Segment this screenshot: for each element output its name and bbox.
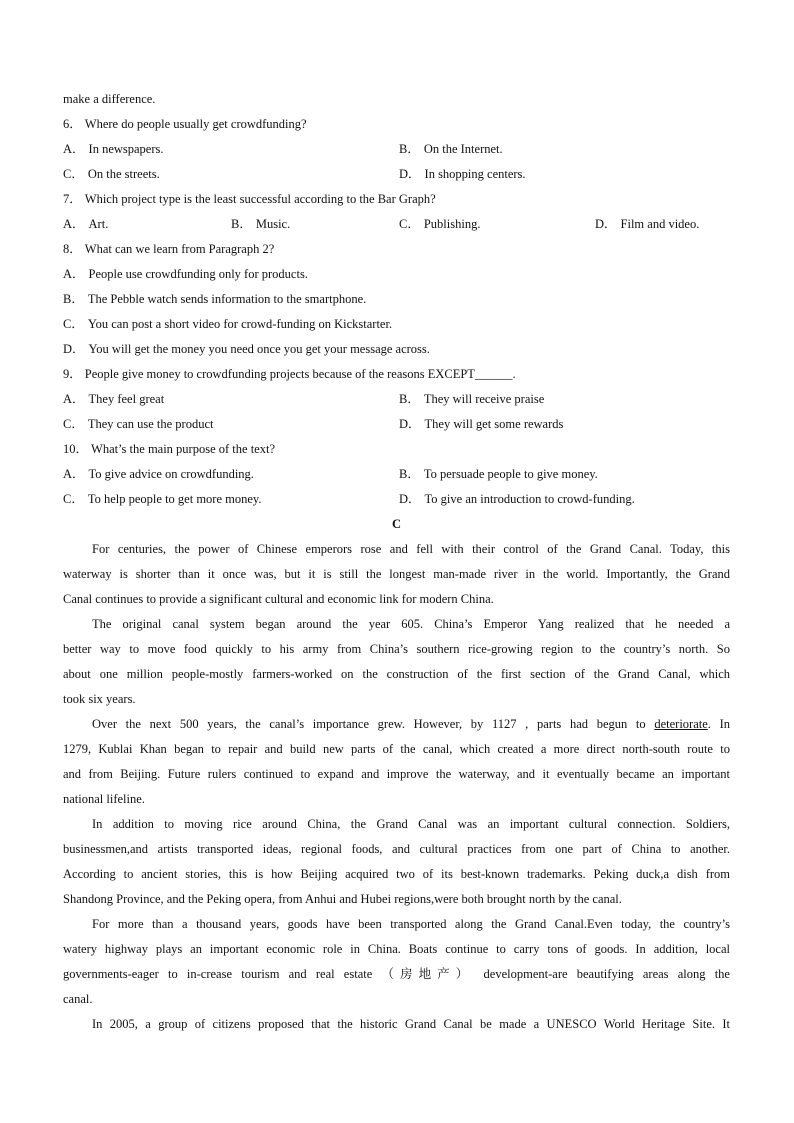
- q9-option-a[interactable]: A． They feel great: [63, 392, 165, 406]
- paragraph-line: and from Beijing. Future rulers continued to expand and improve the waterway, and it eventually became an important: [63, 767, 730, 781]
- question-9-options-row-2: [63, 412, 730, 437]
- q8-option-b[interactable]: B． The Pebble watch sends information to the smartphone.: [63, 292, 367, 306]
- paragraph-line: Canal continues to provide a significant cultural and economic link for modern China.: [63, 592, 494, 606]
- question-7-options-row: [63, 212, 730, 237]
- paragraph: [63, 612, 730, 712]
- q7-option-c[interactable]: C． Publishing.: [399, 217, 481, 231]
- q10-option-b[interactable]: B． To persuade people to give money.: [399, 467, 598, 481]
- paragraph-line: In 2005, a group of citizens proposed that the historic Grand Canal be made a UNESCO World Heritage Site. It: [92, 1017, 730, 1031]
- question-10-options-row-1: [63, 462, 730, 487]
- paragraph: [63, 1012, 730, 1037]
- question-10-stem: 10． What’s the main purpose of the text?: [63, 442, 275, 456]
- paragraph-line: better way to move food quickly to his army from China’s southern rice-growing region to the country’s north. So: [63, 642, 730, 656]
- paragraph-line: national lifeline.: [63, 792, 145, 806]
- paragraph-line: For centuries, the power of Chinese emperors rose and fell with their control of the Grand Canal. Today, this: [92, 542, 730, 556]
- question-6-options-row-1: [63, 137, 730, 162]
- line-text: Over the next 500 years, the canal’s importance grew. However, by 1127 , parts had begun to: [92, 717, 655, 731]
- paragraph-line: about one million people-mostly farmers-worked on the construction of the first section of the Grand Canal, which: [63, 667, 730, 681]
- paragraph-line: canal.: [63, 992, 93, 1006]
- q10-option-c[interactable]: C． To help people to get more money.: [63, 492, 262, 506]
- question-6-stem: 6． Where do people usually get crowdfunding?: [63, 117, 307, 131]
- paragraph-line: took six years.: [63, 692, 136, 706]
- q9-option-c[interactable]: C． They can use the product: [63, 417, 214, 431]
- q7-option-d[interactable]: D． Film and video.: [595, 217, 700, 231]
- question-6-options-row-2: [63, 162, 730, 187]
- q9-option-d[interactable]: D． They will get some rewards: [399, 417, 564, 431]
- paragraph-line: businessmen,and artists transported ideas, regional foods, and cultural practices from one part of China to another.: [63, 842, 730, 856]
- q7-option-b[interactable]: B． Music.: [231, 217, 291, 231]
- q6-option-c[interactable]: C． On the streets.: [63, 167, 160, 181]
- paragraph-line: The original canal system began around the year 605. China’s Emperor Yang realized that he needed a: [92, 617, 730, 631]
- question-9-stem: 9． People give money to crowdfunding projects because of the reasons EXCEPT______.: [63, 367, 516, 381]
- question-9-options-row-1: [63, 387, 730, 412]
- q10-option-d[interactable]: D． To give an introduction to crowd-funding.: [399, 492, 635, 506]
- page-content: [63, 87, 730, 1037]
- q7-option-a[interactable]: A． Art.: [63, 217, 109, 231]
- paragraph-line: 1279, Kublai Khan began to repair and build new parts of the canal, which created a more direct north-south route to: [63, 742, 730, 756]
- question-8-stem: 8． What can we learn from Paragraph 2?: [63, 242, 275, 256]
- q6-option-b[interactable]: B． On the Internet.: [399, 142, 503, 156]
- q6-option-a[interactable]: A． In newspapers.: [63, 142, 164, 156]
- q8-option-c[interactable]: C． You can post a short video for crowd-funding on Kickstarter.: [63, 317, 393, 331]
- paragraph-line: Shandong Province, and the Peking opera, from Anhui and Hubei regions,were both brought north by the canal.: [63, 892, 622, 906]
- question-7-stem: 7． Which project type is the least successful according to the Bar Graph?: [63, 192, 436, 206]
- paragraph: [63, 537, 730, 612]
- paragraph-line: In addition to moving rice around China, the Grand Canal was an important cultural connection. Soldiers,: [92, 817, 730, 831]
- paragraph: [63, 712, 730, 812]
- paragraph-line: [63, 712, 730, 737]
- q9-option-b[interactable]: B． They will receive praise: [399, 392, 545, 406]
- question-10-options-row-2: [63, 487, 730, 512]
- section-c-passage: [63, 537, 730, 1037]
- section-heading: C: [391, 517, 402, 531]
- paragraph-line: According to ancient stories, this is how Beijing acquired two of its best-known trademarks. Peking duck,a dish from: [63, 867, 730, 881]
- paragraph-line: watery highway plays an important economic role in China. Boats continue to carry tons of goods. In addition, local: [63, 942, 730, 956]
- q10-option-a[interactable]: A． To give advice on crowdfunding.: [63, 467, 254, 481]
- paragraph-line: waterway is shorter than it once was, but it is still the longest man-made river in the world. Importantly, the Grand: [63, 567, 730, 581]
- paragraph: [63, 812, 730, 912]
- paragraph-line: governments-eager to in-crease tourism and real estate （房地产） development-are beautifying areas along the: [63, 967, 730, 981]
- q8-option-d[interactable]: D． You will get the money you need once you get your message across.: [63, 342, 430, 356]
- line-text: . In: [707, 717, 730, 731]
- q6-option-d[interactable]: D． In shopping centers.: [399, 167, 526, 181]
- paragraph-line: For more than a thousand years, goods have been transported along the Grand Canal.Even today, the country’s: [92, 917, 730, 931]
- passage-tail: make a difference.: [63, 92, 156, 106]
- q8-option-a[interactable]: A． People use crowdfunding only for products.: [63, 267, 308, 281]
- underlined-word: deteriorate: [654, 717, 708, 731]
- paragraph: [63, 912, 730, 1012]
